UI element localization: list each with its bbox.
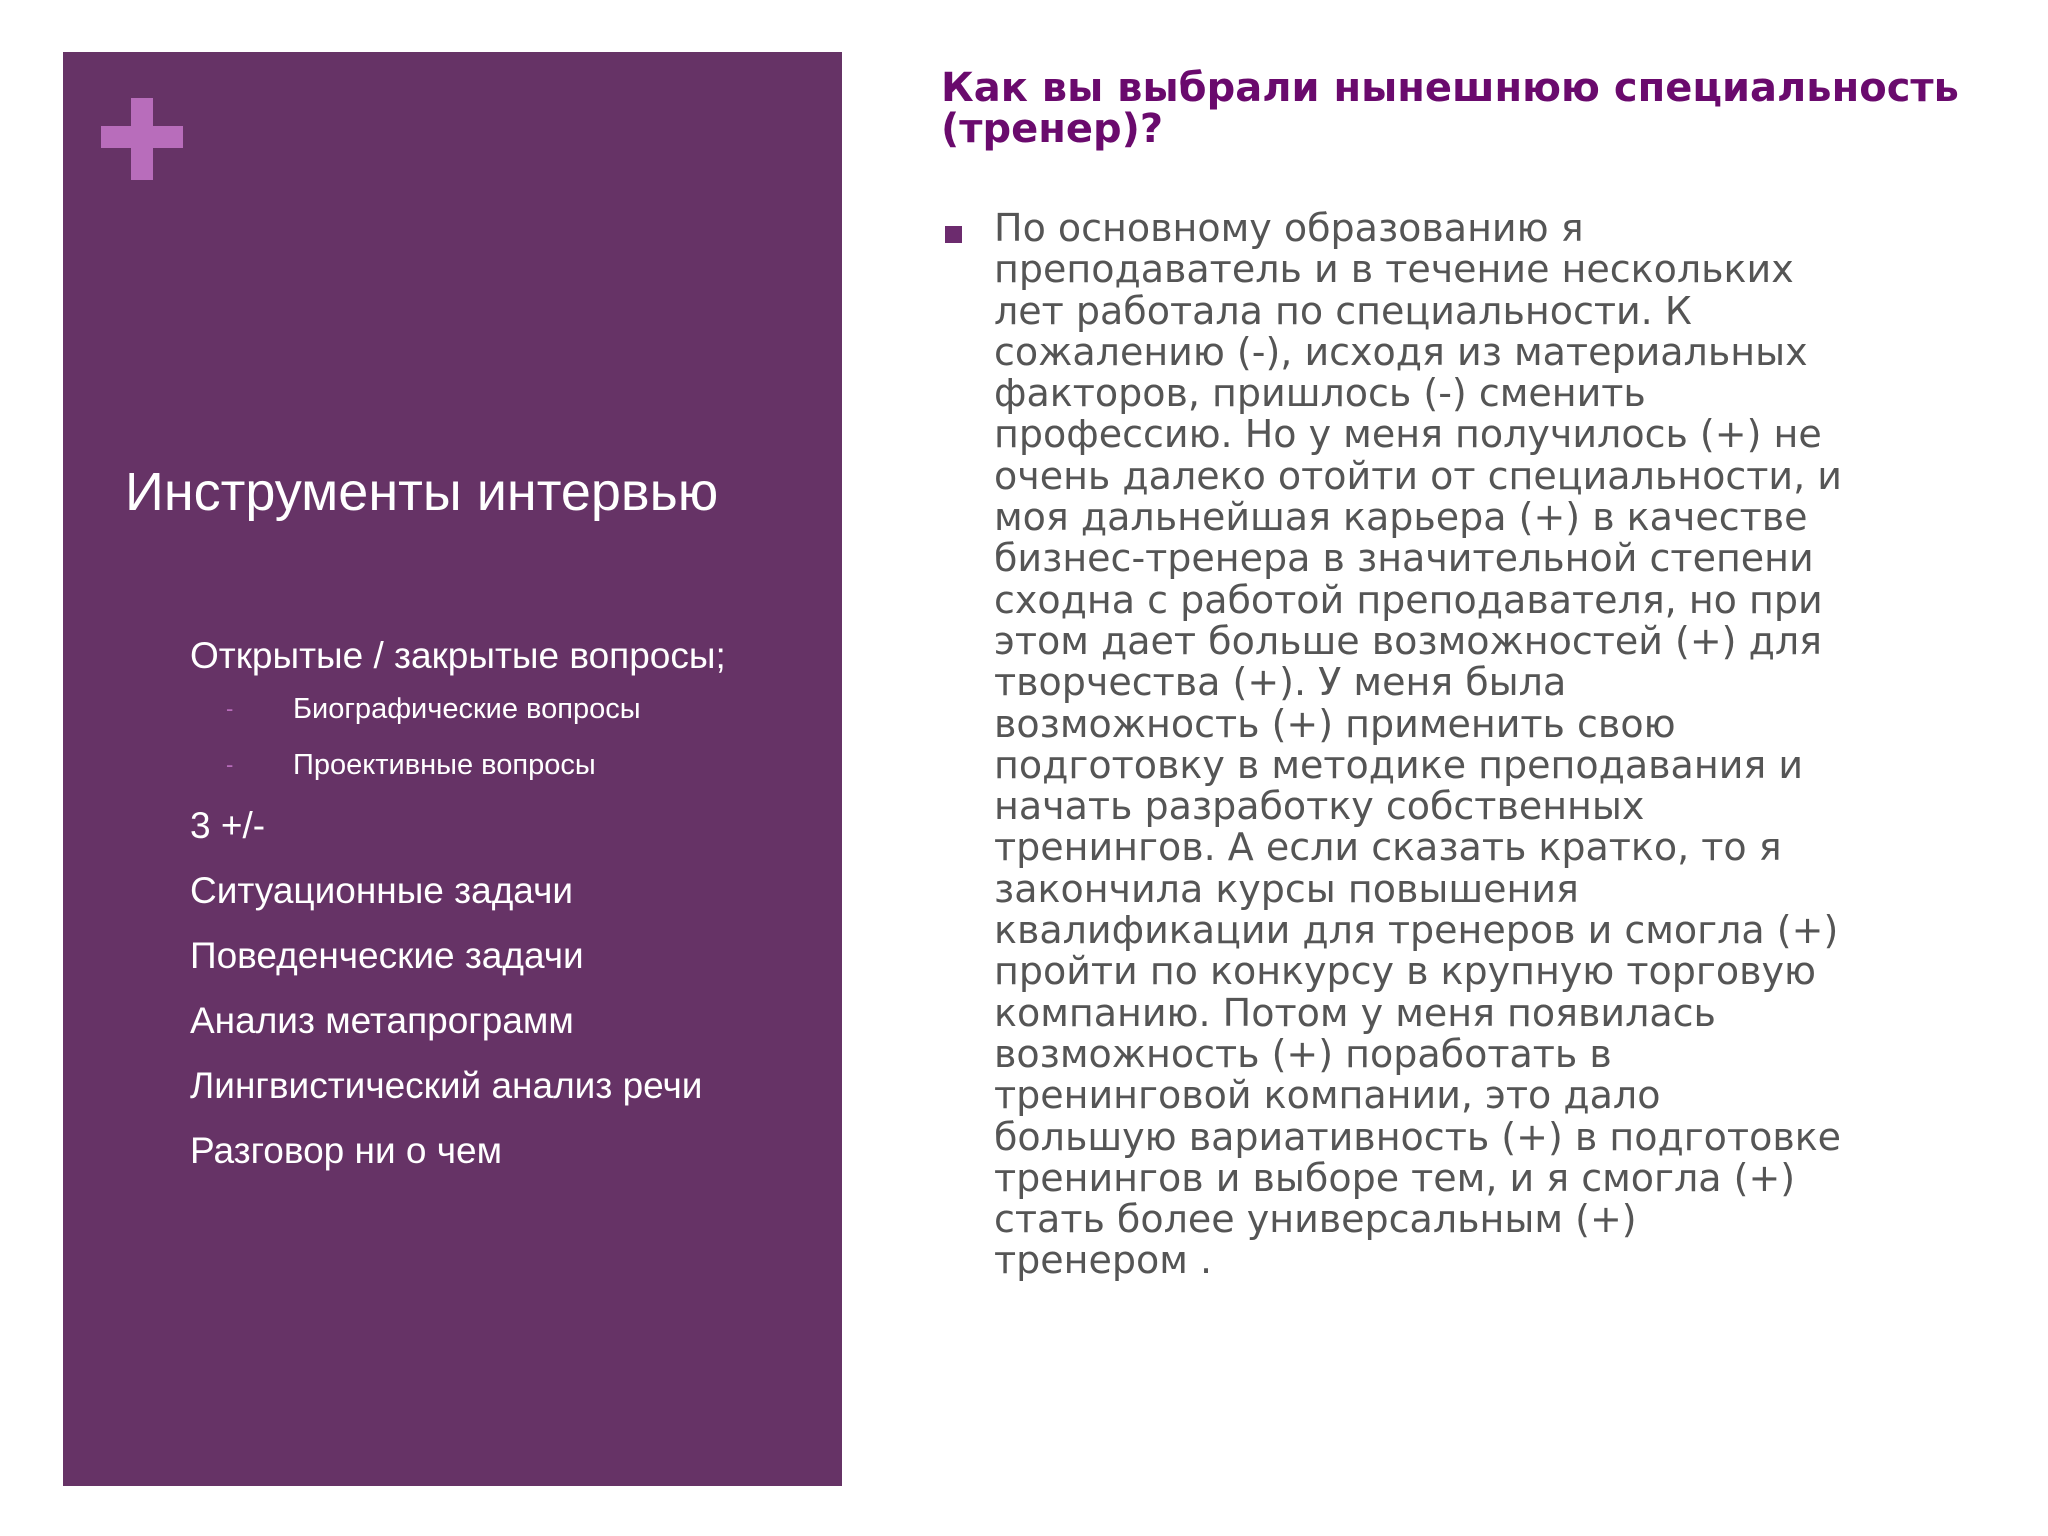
- question-title: Как вы выбрали нынешнюю специальность (тренер)?: [941, 65, 1959, 152]
- list-item: Поведенческие задачи: [190, 935, 584, 976]
- list-item: Разговор ни о чем: [190, 1130, 503, 1171]
- tools-list: [190, 632, 830, 1192]
- list-item: Анализ метапрограмм: [190, 1000, 574, 1041]
- left-panel-title: Инструменты интервью: [125, 462, 719, 522]
- dash-marker: -: [226, 752, 234, 777]
- square-bullet-icon: [945, 226, 962, 243]
- sub-list-item-label: Проективные вопросы: [293, 749, 596, 781]
- list-item: Ситуационные задачи: [190, 870, 574, 911]
- sub-list-item-label: Биографические вопросы: [293, 693, 641, 725]
- left-panel: [63, 52, 842, 1486]
- list-item: Открытые / закрытые вопросы;: [190, 635, 726, 676]
- answer-text: По основному образованию я преподаватель и в течение нескольких лет работала по специальности. К сожалению (-), исходя из материальных факторов, пришлось (-) сменить профессию. Но у меня получилось (+) не очень далеко отойти от специальности, и моя дальнейшая карьера (+) в качестве бизнес-тренера в значительной степени сходна с работой преподавателя, но при этом дает больше возможностей (+) для творчества (+). У меня была возможность (+) применить свою подготовку в методике преподавания и начать разработку собственных тренингов. А если сказать кратко, то я закончила курсы повышения квалификации для тренеров и смогла (+) пройти по конкурсу в крупную торговую компанию. Потом у меня появилась возможность (+) поработать в тренинговой компании, это дало большую вариативность (+) в подготовке тренингов и выборе тем, и я смогла (+) стать более универсальным (+) тренером .: [994, 206, 1842, 1283]
- sub-list-item: [190, 690, 830, 728]
- plus-icon: [101, 98, 183, 180]
- list-item: 3 +/-: [190, 805, 266, 846]
- list-item: Лингвистический анализ речи: [190, 1065, 703, 1106]
- dash-marker: -: [226, 696, 234, 721]
- answer-block: [941, 208, 2001, 1282]
- sub-list-item: [190, 746, 830, 784]
